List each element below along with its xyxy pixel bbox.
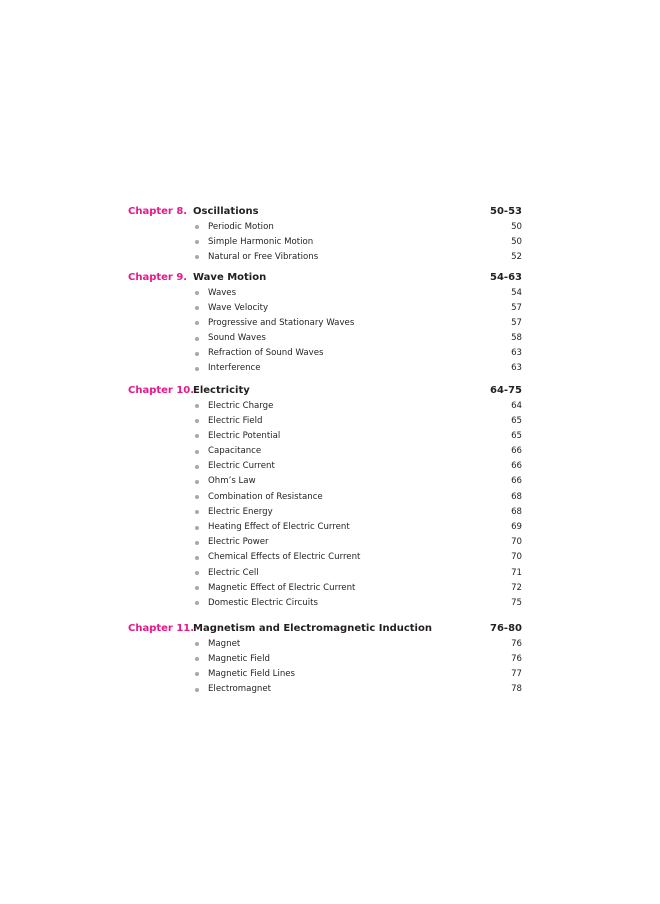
topic-page: 66 (511, 461, 522, 472)
topic-item (0, 490, 660, 505)
topic-title: Chemical Effects of Electric Current (208, 552, 361, 563)
bullet-icon (195, 672, 199, 676)
chapter-heading (0, 270, 660, 286)
chapter-title: Electricity (193, 385, 250, 396)
topic-item (0, 682, 660, 697)
bullet-icon (195, 480, 199, 484)
chapter-page-range: 54-63 (490, 272, 522, 283)
topic-list (0, 637, 660, 698)
topic-title: Heating Effect of Electric Current (208, 522, 350, 532)
topic-title: Progressive and Stationary Waves (208, 317, 355, 328)
topic-title: Simple Harmonic Motion (208, 236, 314, 247)
topic-title: Natural or Free Vibrations (208, 251, 319, 262)
topic-title: Electric Cell (208, 567, 259, 578)
bullet-icon (195, 306, 199, 310)
bullet-icon (195, 495, 199, 499)
topic-page: 66 (511, 446, 522, 457)
topic-item (0, 444, 660, 459)
topic-item (0, 346, 660, 361)
topic-page: 69 (511, 522, 522, 532)
bullet-icon (195, 419, 199, 423)
bullet-icon (195, 688, 199, 692)
topic-page: 50 (511, 221, 522, 232)
topic-item (0, 429, 660, 444)
topic-page: 57 (511, 317, 522, 328)
topic-page: 68 (511, 491, 522, 502)
bullet-icon (195, 367, 199, 371)
bullet-icon (195, 225, 199, 229)
topic-item (0, 399, 660, 414)
chapter-label: Chapter 10. (128, 385, 195, 396)
bullet-icon (195, 571, 199, 575)
topic-page: 63 (511, 348, 522, 359)
topic-item (0, 581, 660, 596)
topic-title: Electromagnet (208, 684, 271, 695)
bullet-icon (195, 291, 199, 295)
topic-item (0, 220, 660, 235)
bullet-icon (195, 642, 199, 646)
topic-page: 65 (511, 415, 522, 426)
chapter-label: Chapter 8. (128, 206, 188, 217)
topic-item (0, 474, 660, 489)
chapter-label: Chapter 11. (128, 623, 195, 634)
topic-page: 66 (511, 476, 522, 487)
topic-title: Capacitance (208, 446, 262, 457)
topic-page: 76 (511, 638, 522, 649)
topic-item (0, 566, 660, 581)
topic-item (0, 286, 660, 301)
topic-title: Electric Energy (208, 506, 273, 517)
chapter-page-range: 50-53 (490, 206, 522, 217)
chapter-heading (0, 204, 660, 220)
chapter-heading (0, 383, 660, 399)
topic-page: 64 (511, 400, 522, 411)
topic-page: 76 (511, 653, 522, 664)
topic-page: 71 (511, 567, 522, 578)
topic-item (0, 316, 660, 331)
topic-page: 65 (511, 430, 522, 441)
topic-item (0, 535, 660, 550)
chapter-label: Chapter 9. (128, 272, 188, 283)
topic-item (0, 520, 660, 535)
bullet-icon (195, 321, 199, 325)
topic-title: Combination of Resistance (208, 491, 323, 502)
topic-item (0, 235, 660, 250)
bullet-icon (195, 337, 199, 341)
topic-item (0, 667, 660, 682)
bullet-icon (195, 240, 199, 244)
topic-title: Magnetic Field Lines (208, 668, 296, 679)
bullet-icon (195, 657, 199, 661)
topic-title: Ohm’s Law (208, 476, 256, 487)
topic-list (0, 399, 660, 612)
topic-title: Refraction of Sound Waves (208, 348, 324, 359)
topic-title: Sound Waves (208, 333, 266, 344)
topic-title: Electric Field (208, 415, 263, 426)
topic-page: 78 (511, 684, 522, 695)
topic-title: Magnetic Effect of Electric Current (208, 582, 356, 593)
topic-page: 77 (511, 668, 522, 679)
bullet-icon (195, 434, 199, 438)
topic-item (0, 652, 660, 667)
chapter-page-range: 76-80 (490, 623, 522, 634)
topic-title: Interference (208, 363, 261, 374)
chapter-page-range: 64-75 (490, 385, 522, 396)
topic-item (0, 250, 660, 265)
topic-page: 70 (511, 537, 522, 548)
topic-page: 72 (511, 582, 522, 593)
bullet-icon (195, 450, 199, 454)
topic-page: 58 (511, 333, 522, 344)
topic-page: 57 (511, 302, 522, 313)
bullet-icon (195, 465, 199, 469)
topic-list (0, 286, 660, 377)
topic-page: 52 (511, 251, 522, 262)
topic-item (0, 459, 660, 474)
topic-item (0, 550, 660, 565)
chapter-title: Magnetism and Electromagnetic Induction (193, 623, 432, 634)
topic-item (0, 331, 660, 346)
topic-list (0, 220, 660, 266)
chapter-title: Oscillations (193, 206, 259, 217)
topic-page: 75 (511, 597, 522, 608)
bullet-icon (195, 586, 199, 590)
topic-title: Domestic Electric Circuits (208, 597, 318, 608)
topic-item (0, 301, 660, 316)
topic-item (0, 414, 660, 429)
topic-item (0, 637, 660, 652)
topic-page: 50 (511, 236, 522, 247)
topic-page: 68 (511, 506, 522, 517)
topic-page: 54 (511, 287, 522, 298)
topic-title: Electric Current (208, 461, 275, 472)
topic-title: Periodic Motion (208, 221, 274, 232)
bullet-icon (195, 526, 199, 530)
topic-item (0, 361, 660, 376)
chapter-heading (0, 621, 660, 637)
bullet-icon (195, 601, 199, 605)
topic-item (0, 596, 660, 611)
bullet-icon (195, 352, 199, 356)
chapter-title: Wave Motion (193, 272, 267, 283)
bullet-icon (195, 541, 199, 545)
topic-page: 63 (511, 363, 522, 374)
topic-title: Magnet (208, 638, 241, 649)
bullet-icon (195, 556, 199, 560)
topic-title: Magnetic Field (208, 653, 270, 664)
topic-title: Electric Potential (208, 430, 281, 441)
topic-title: Electric Power (208, 537, 269, 548)
topic-item (0, 505, 660, 520)
bullet-icon (195, 510, 199, 514)
topic-page: 70 (511, 552, 522, 563)
topic-title: Wave Velocity (208, 302, 269, 313)
topic-title: Waves (208, 287, 237, 298)
bullet-icon (195, 404, 199, 408)
bullet-icon (195, 255, 199, 259)
topic-title: Electric Charge (208, 400, 274, 411)
